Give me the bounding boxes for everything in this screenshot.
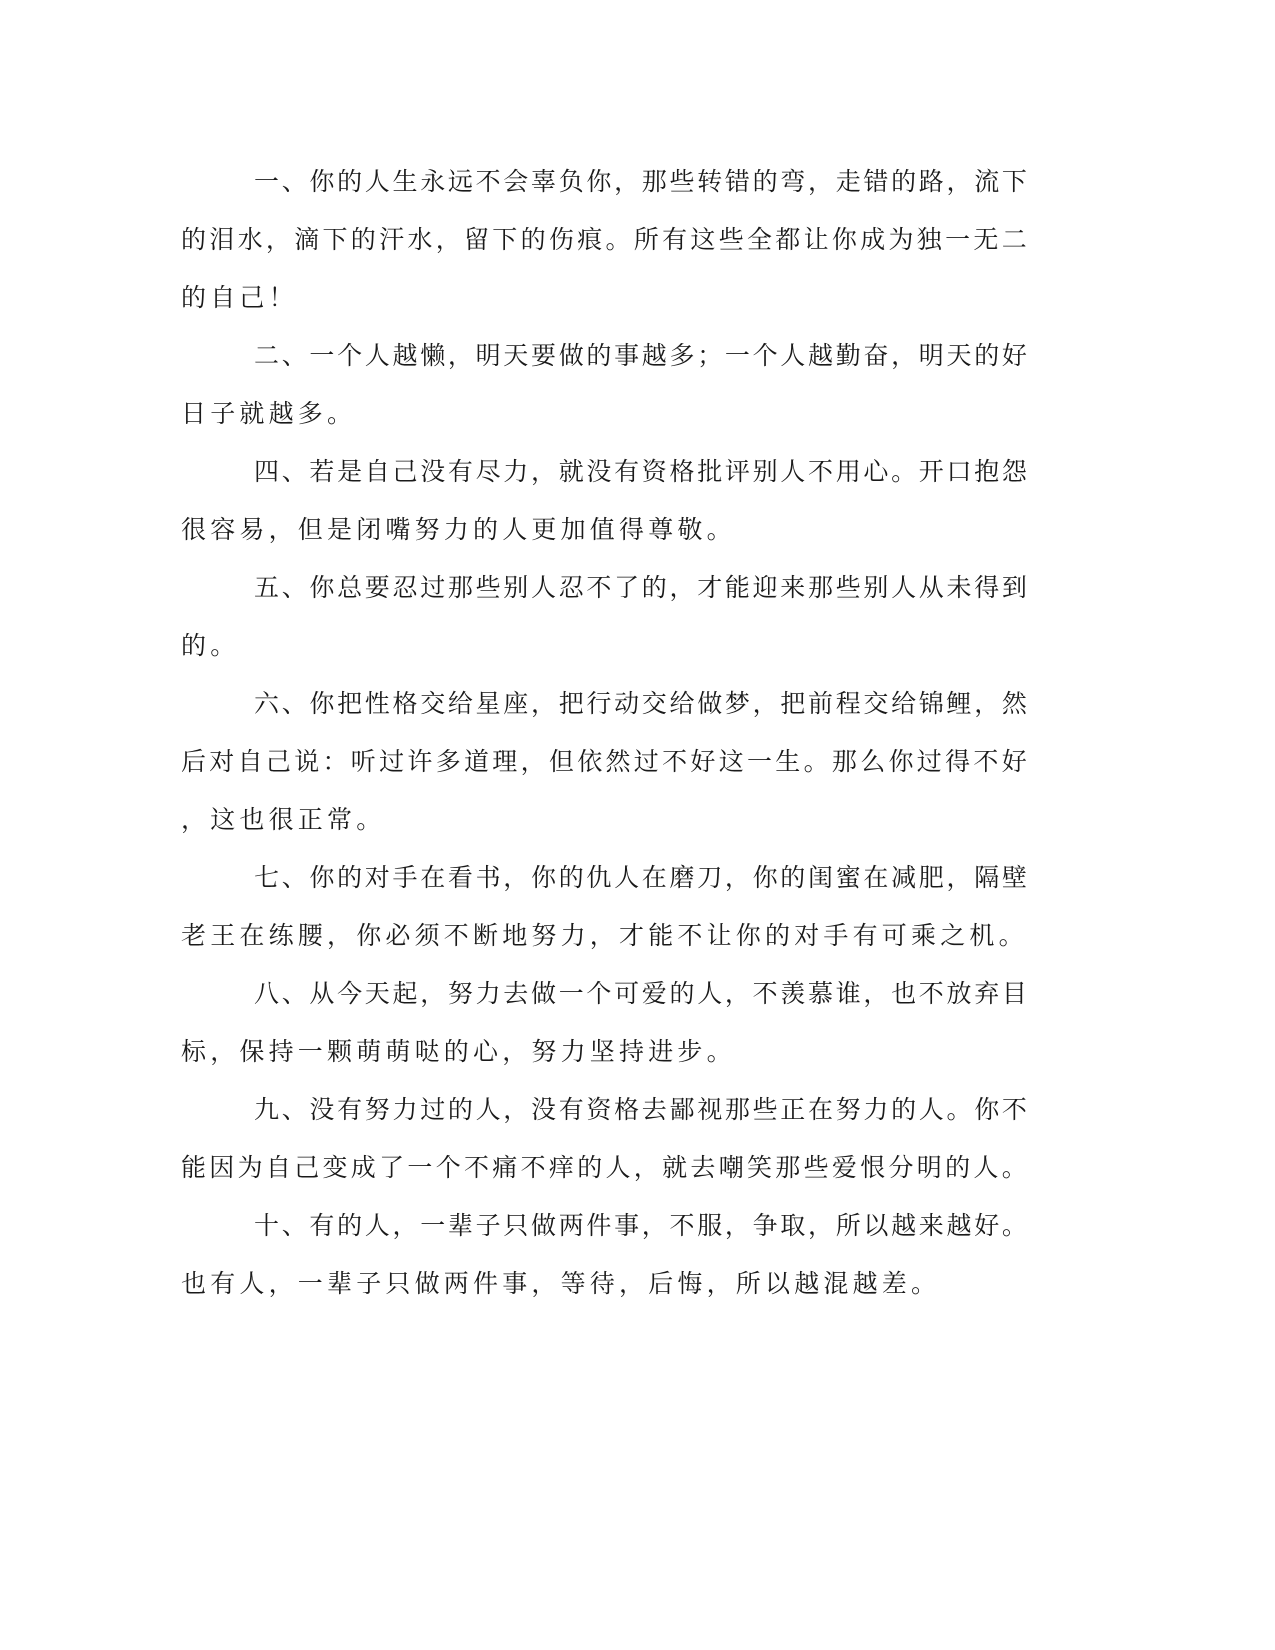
paragraph-line: 一、你的人生永远不会辜负你，那些转错的弯，走错的路，流下 [254, 167, 1030, 196]
paragraph-line: 的。 [181, 631, 240, 660]
paragraph-line: 四、若是自己没有尽力，就没有资格批评别人不用心。开口抱怨 [254, 457, 1030, 486]
document-body [181, 153, 1031, 1313]
paragraph-9 [181, 1081, 1031, 1197]
paragraph-2 [181, 327, 1031, 443]
paragraph-line: 五、你总要忍过那些别人忍不了的，才能迎来那些别人从未得到 [254, 573, 1030, 602]
paragraph-line: 九、没有努力过的人，没有资格去鄙视那些正在努力的人。你不 [254, 1095, 1030, 1124]
paragraph-line: 很容易，但是闭嘴努力的人更加值得尊敬。 [181, 515, 736, 544]
paragraph-line: ，这也很正常。 [181, 805, 386, 834]
paragraph-line: 六、你把性格交给星座，把行动交给做梦，把前程交给锦鲤，然 [254, 689, 1030, 718]
paragraph-4 [181, 443, 1031, 559]
paragraph-line: 能因为自己变成了一个不痛不痒的人，就去嘲笑那些爱恨分明的人。 [181, 1153, 1031, 1182]
paragraph-8 [181, 965, 1031, 1081]
paragraph-line: 老王在练腰，你必须不断地努力，才能不让你的对手有可乘之机。 [181, 921, 1028, 950]
paragraph-line: 也有人，一辈子只做两件事，等待，后悔，所以越混越差。 [181, 1269, 941, 1298]
paragraph-line: 日子就越多。 [181, 399, 357, 428]
paragraph-5 [181, 559, 1031, 675]
paragraph-line: 后对自己说：听过许多道理，但依然过不好这一生。那么你过得不好 [181, 747, 1031, 776]
paragraph-6 [181, 675, 1031, 849]
paragraph-10 [181, 1197, 1031, 1313]
paragraph-line: 十、有的人，一辈子只做两件事，不服，争取，所以越来越好。 [254, 1211, 1030, 1240]
paragraph-line: 标，保持一颗萌萌哒的心，努力坚持进步。 [181, 1037, 736, 1066]
paragraph-line: 的泪水，滴下的汗水，留下的伤痕。所有这些全都让你成为独一无二 [181, 225, 1031, 254]
paragraph-line: 八、从今天起，努力去做一个可爱的人，不羡慕谁，也不放弃目 [254, 979, 1030, 1008]
paragraph-line: 的自己！ [181, 283, 298, 312]
paragraph-7 [181, 849, 1031, 965]
paragraph-line: 二、一个人越懒，明天要做的事越多；一个人越勤奋，明天的好 [254, 341, 1030, 370]
paragraph-line: 七、你的对手在看书，你的仇人在磨刀，你的闺蜜在减肥，隔壁 [254, 863, 1030, 892]
paragraph-1 [181, 153, 1031, 327]
